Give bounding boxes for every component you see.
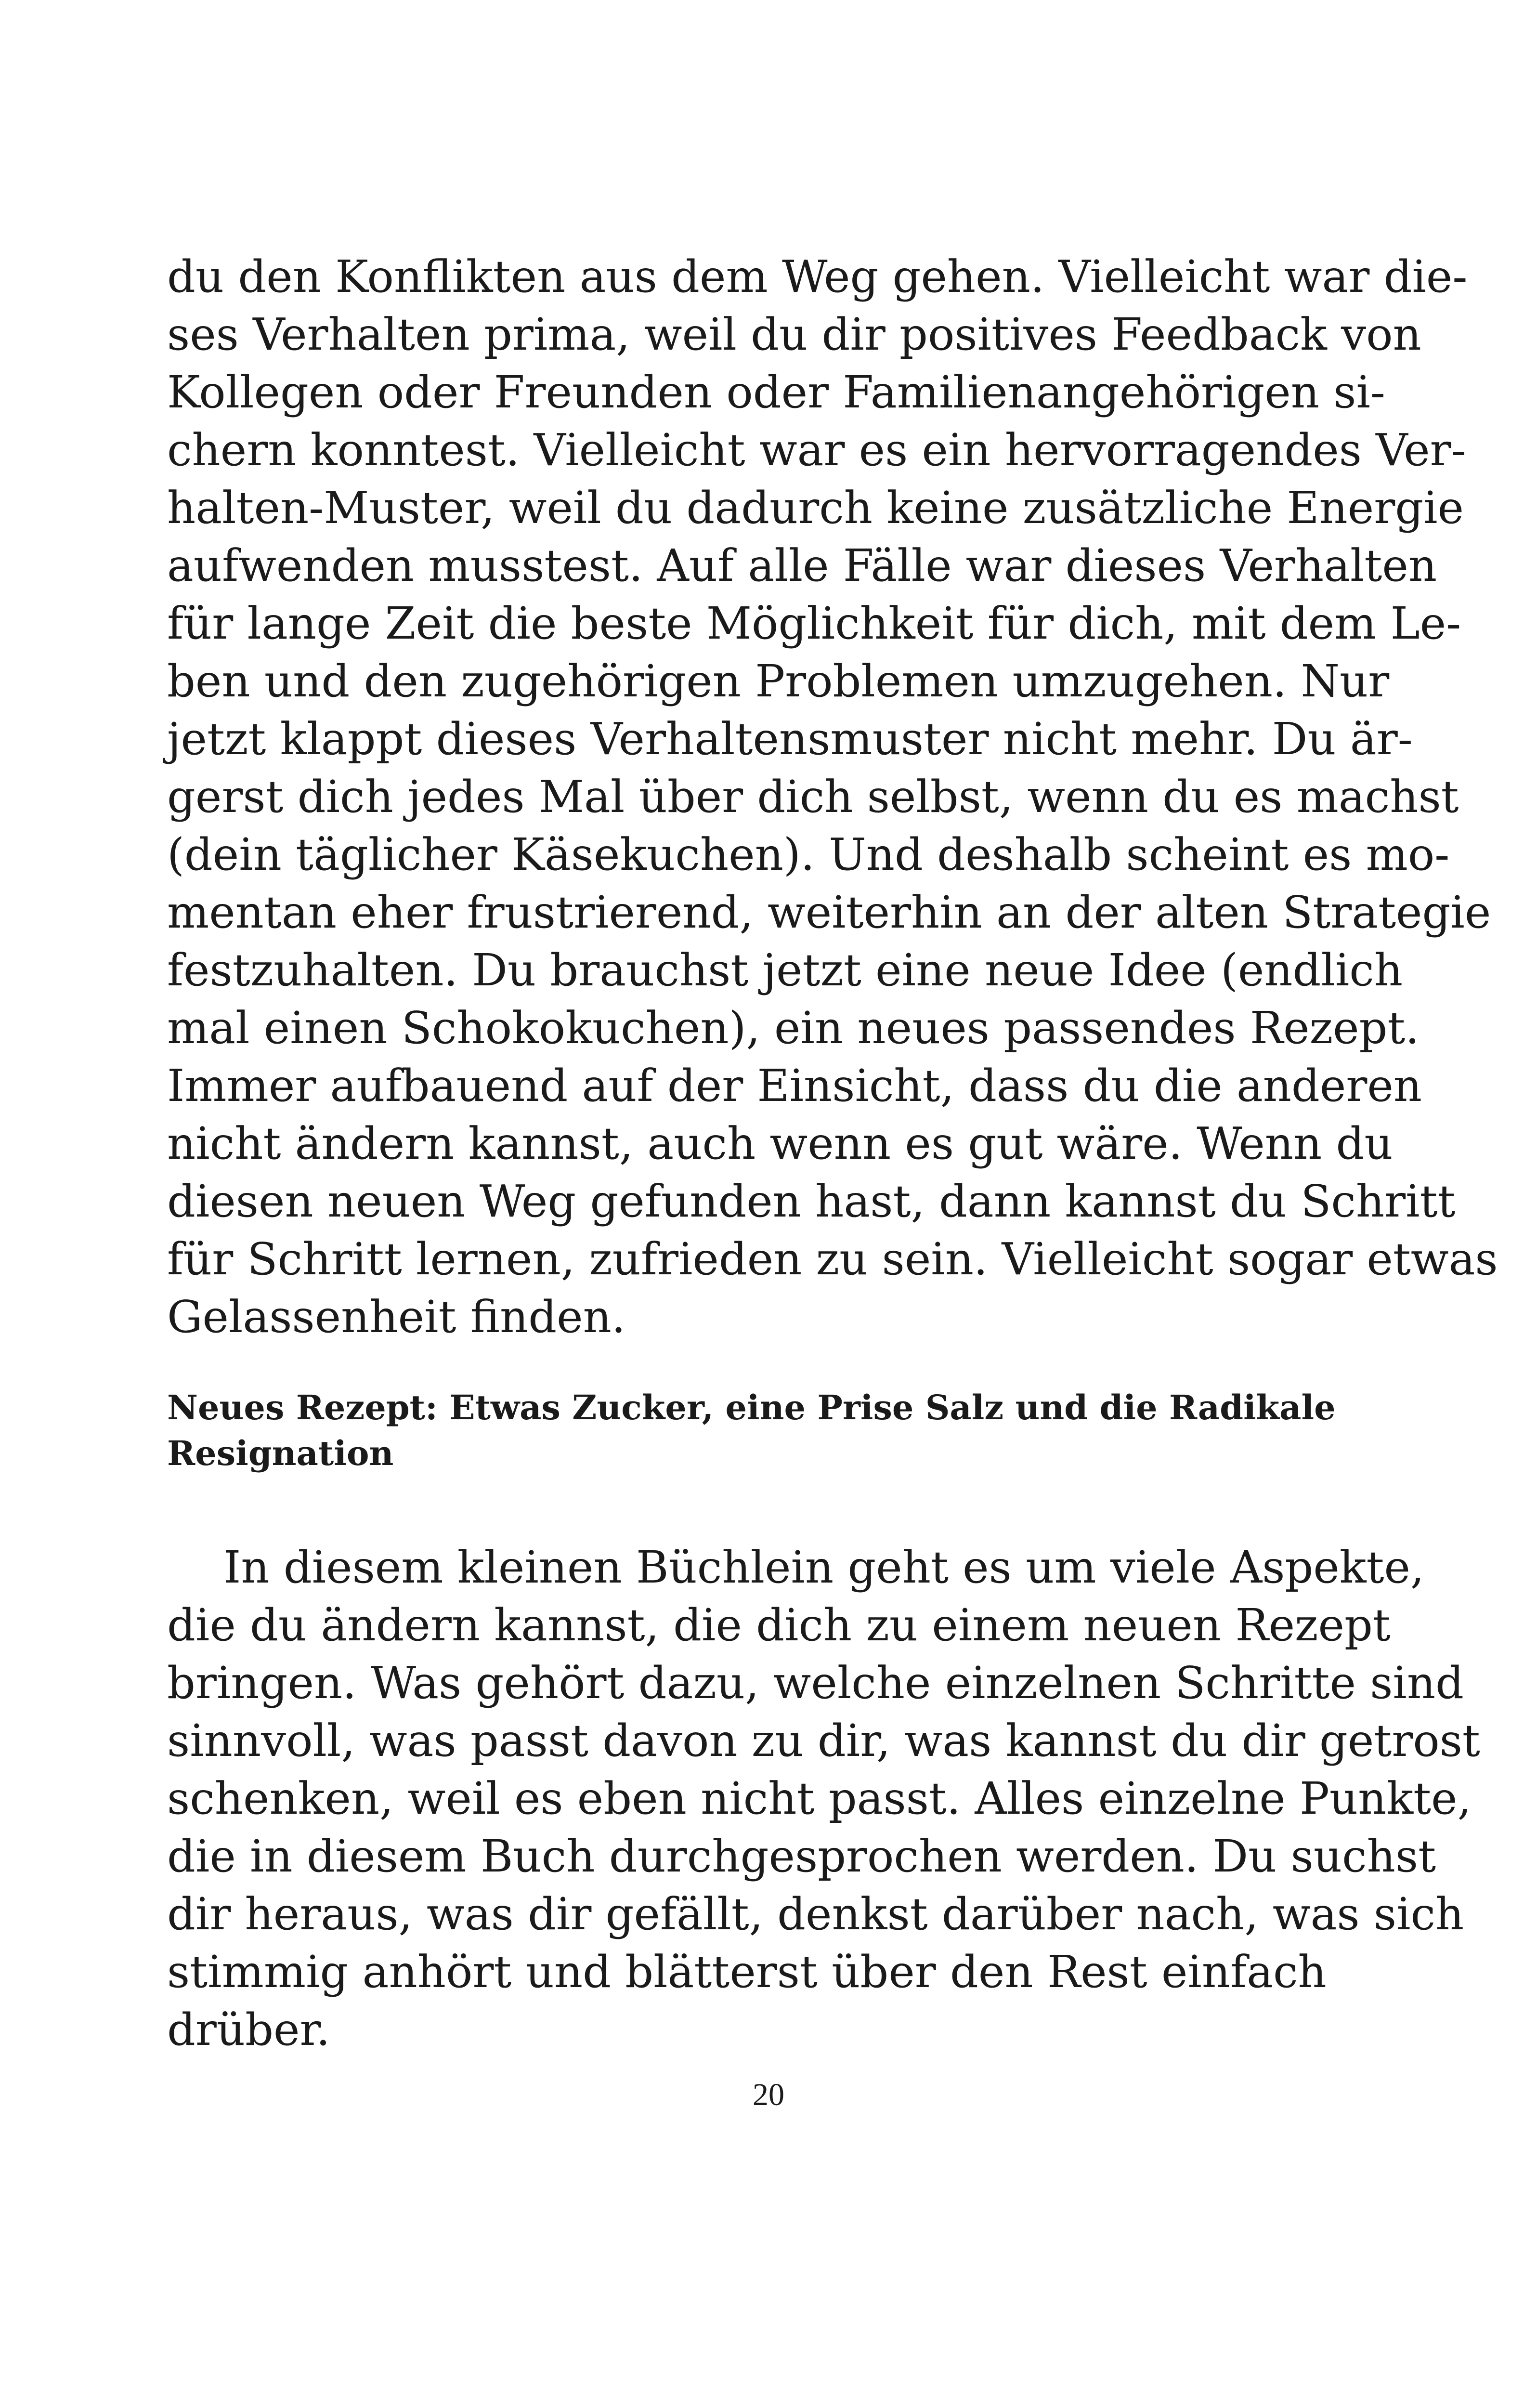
body-paragraph-2: [167, 1539, 1480, 2059]
text-line: ses Verhalten prima, weil du dir positives Feedback von: [167, 309, 1421, 360]
text-line: festzuhalten. Du brauchst jetzt eine neue Idee (endlich: [167, 944, 1403, 996]
section-heading: [167, 1385, 1336, 1476]
text-line: gerst dich jedes Mal über dich selbst, wenn du es machst: [167, 771, 1459, 823]
text-line: In diesem kleinen Büchlein geht es um viele Aspekte,: [167, 1542, 1425, 1593]
text-line: (dein täglicher Käsekuchen). Und deshalb scheint es mo-: [167, 829, 1450, 880]
text-line: Immer aufbauend auf der Einsicht, dass du die anderen: [167, 1060, 1422, 1112]
text-line: Kollegen oder Freunden oder Familienangehörigen si-: [167, 366, 1385, 418]
text-line: bringen. Was gehört dazu, welche einzelnen Schritte sind: [167, 1657, 1464, 1709]
text-line: stimmig anhört und blätterst über den Rest einfach: [167, 1946, 1327, 1998]
heading-line: Resignation: [167, 1433, 394, 1473]
text-line: die in diesem Buch durchgesprochen werden. Du suchst: [167, 1831, 1436, 1882]
text-line: halten-Muster, weil du dadurch keine zusätzliche Energie: [167, 482, 1464, 534]
text-line: ben und den zugehörigen Problemen umzugehen. Nur: [167, 655, 1390, 707]
heading-line: Neues Rezept: Etwas Zucker, eine Prise Salz und die Radikale: [167, 1387, 1336, 1427]
text-line: nicht ändern kannst, auch wenn es gut wäre. Wenn du: [167, 1118, 1393, 1169]
text-line: die du ändern kannst, die dich zu einem neuen Rezept: [167, 1599, 1391, 1651]
text-line: schenken, weil es eben nicht passt. Alles einzelne Punkte,: [167, 1773, 1472, 1824]
text-line: diesen neuen Weg gefunden hast, dann kannst du Schritt: [167, 1176, 1456, 1227]
text-line: jetzt klappt dieses Verhaltensmuster nicht mehr. Du är-: [167, 713, 1413, 765]
text-line: mentan eher frustrierend, weiterhin an der alten Strategie: [167, 887, 1491, 938]
text-line: dir heraus, was dir gefällt, denkst darüber nach, was sich: [167, 1888, 1464, 1940]
text-line: mal einen Schokokuchen), ein neues passendes Rezept.: [167, 1002, 1420, 1054]
text-line: für Schritt lernen, zufrieden zu sein. Vielleicht sogar etwas: [167, 1233, 1498, 1285]
text-line: sinnvoll, was passt davon zu dir, was kannst du dir getrost: [167, 1715, 1480, 1767]
text-line: drüber.: [167, 2004, 330, 2055]
body-paragraph-1: [167, 248, 1498, 1346]
text-line: Gelassenheit finden.: [167, 1291, 626, 1343]
text-line: chern konntest. Vielleicht war es ein hervorragendes Ver-: [167, 424, 1466, 476]
text-line: du den Konflikten aus dem Weg gehen. Vielleicht war die-: [167, 251, 1468, 302]
text-line: aufwenden musstest. Auf alle Fälle war dieses Verhalten: [167, 540, 1437, 591]
page-number: 20: [753, 2077, 784, 2112]
text-line: für lange Zeit die beste Möglichkeit für dich, mit dem Le-: [167, 598, 1461, 649]
